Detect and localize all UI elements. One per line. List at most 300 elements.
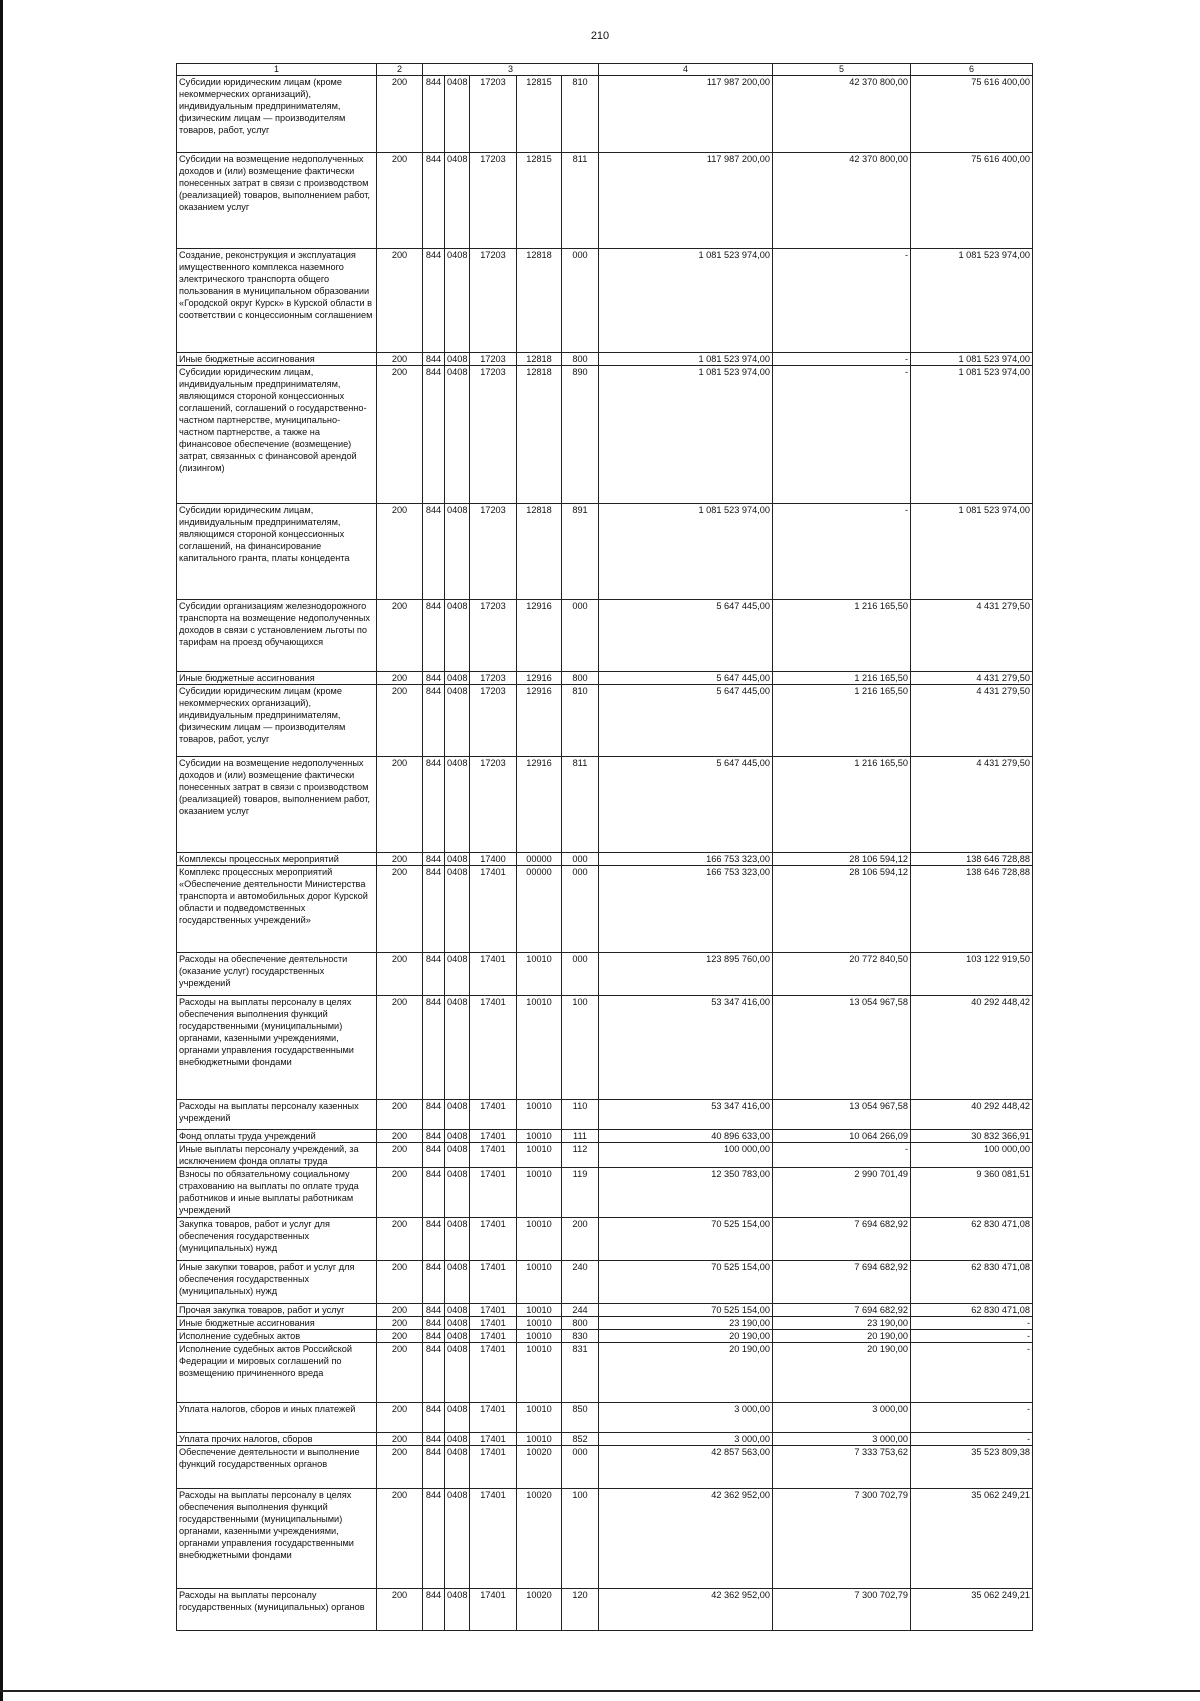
row-value-5: 42 370 800,00 (773, 153, 911, 249)
row-name: Субсидии юридическим лицам (кроме некоммерческих организаций), индивидуальным предпринимателям, физическим лицам — производителям товаров, работ, услуг (177, 76, 377, 153)
row-value-6: 75 616 400,00 (911, 76, 1033, 153)
row-code-3: 17401 (470, 1261, 517, 1304)
row-value-5: 3 000,00 (773, 1433, 911, 1446)
row-value-6: 40 292 448,42 (911, 1100, 1033, 1130)
row-code-5: 811 (562, 153, 599, 249)
row-code-2: 0408 (445, 1433, 470, 1446)
row-code-2: 0408 (445, 1130, 470, 1143)
row-value-4: 117 987 200,00 (599, 76, 773, 153)
row-value-6: 4 431 279,50 (911, 672, 1033, 685)
row-value-4: 1 081 523 974,00 (599, 366, 773, 504)
row-code-1: 844 (423, 1489, 445, 1589)
row-col2: 200 (377, 996, 423, 1100)
row-code-5: 000 (562, 866, 599, 953)
row-col2: 200 (377, 1168, 423, 1218)
row-code-1: 844 (423, 1218, 445, 1261)
row-col2: 200 (377, 1343, 423, 1403)
row-value-4: 1 081 523 974,00 (599, 504, 773, 600)
row-code-4: 10020 (517, 1446, 562, 1489)
row-code-3: 17203 (470, 600, 517, 672)
row-code-3: 17401 (470, 1130, 517, 1143)
row-value-4: 70 525 154,00 (599, 1261, 773, 1304)
table-row (177, 1446, 1033, 1489)
row-code-5: 244 (562, 1304, 599, 1317)
row-value-4: 70 525 154,00 (599, 1218, 773, 1261)
row-name: Исполнение судебных актов Российской Федерации и мировых соглашений по возмещению причиненного вреда (177, 1343, 377, 1403)
row-code-5: 891 (562, 504, 599, 600)
row-name: Взносы по обязательному социальному страхованию на выплаты по оплате труда работников и иные выплаты работникам учреждений (177, 1168, 377, 1218)
scan-bottom-edge (0, 1690, 1200, 1692)
row-code-4: 10020 (517, 1489, 562, 1589)
row-code-4: 12818 (517, 353, 562, 366)
row-code-2: 0408 (445, 1446, 470, 1489)
row-value-4: 166 753 323,00 (599, 853, 773, 866)
row-value-5: 20 190,00 (773, 1330, 911, 1343)
row-code-3: 17401 (470, 1403, 517, 1433)
row-value-4: 53 347 416,00 (599, 996, 773, 1100)
row-value-5: 20 772 840,50 (773, 953, 911, 996)
row-value-4: 100 000,00 (599, 1143, 773, 1168)
col-header-2: 2 (377, 64, 423, 76)
row-value-4: 5 647 445,00 (599, 600, 773, 672)
row-col2: 200 (377, 249, 423, 353)
row-code-1: 844 (423, 1130, 445, 1143)
row-value-5: 7 300 702,79 (773, 1489, 911, 1589)
row-code-3: 17401 (470, 866, 517, 953)
row-code-2: 0408 (445, 672, 470, 685)
row-value-5: - (773, 353, 911, 366)
table-row (177, 249, 1033, 353)
row-value-4: 23 190,00 (599, 1317, 773, 1330)
row-name: Обеспечение деятельности и выполнение функций государственных органов (177, 1446, 377, 1489)
row-value-4: 117 987 200,00 (599, 153, 773, 249)
row-code-5: 000 (562, 249, 599, 353)
row-code-1: 844 (423, 866, 445, 953)
row-value-5: 1 216 165,50 (773, 685, 911, 757)
row-value-4: 5 647 445,00 (599, 757, 773, 853)
row-value-6: 30 832 366,91 (911, 1130, 1033, 1143)
row-value-6: 75 616 400,00 (911, 153, 1033, 249)
row-value-5: 3 000,00 (773, 1403, 911, 1433)
row-code-4: 10010 (517, 1261, 562, 1304)
row-col2: 200 (377, 153, 423, 249)
row-value-5: - (773, 366, 911, 504)
table-row (177, 1317, 1033, 1330)
table-row (177, 757, 1033, 853)
row-code-1: 844 (423, 996, 445, 1100)
row-code-4: 10010 (517, 1130, 562, 1143)
row-name: Субсидии юридическим лицам, индивидуальным предпринимателям, являющимся стороной концессионных соглашений, на финансирование капитального гранта, платы концедента (177, 504, 377, 600)
row-code-2: 0408 (445, 353, 470, 366)
row-value-6: 138 646 728,88 (911, 866, 1033, 953)
row-code-1: 844 (423, 153, 445, 249)
row-value-6: 62 830 471,08 (911, 1261, 1033, 1304)
row-value-5: 1 216 165,50 (773, 600, 911, 672)
row-code-5: 890 (562, 366, 599, 504)
row-code-4: 10010 (517, 1343, 562, 1403)
row-code-5: 100 (562, 996, 599, 1100)
row-code-5: 000 (562, 600, 599, 672)
row-value-6: 103 122 919,50 (911, 953, 1033, 996)
row-code-2: 0408 (445, 757, 470, 853)
table-row (177, 996, 1033, 1100)
row-col2: 200 (377, 366, 423, 504)
row-code-4: 10020 (517, 1589, 562, 1631)
row-col2: 200 (377, 76, 423, 153)
row-code-4: 10010 (517, 953, 562, 996)
row-col2: 200 (377, 353, 423, 366)
row-name: Уплата прочих налогов, сборов (177, 1433, 377, 1446)
row-code-1: 844 (423, 1433, 445, 1446)
row-value-4: 12 350 783,00 (599, 1168, 773, 1218)
row-name: Субсидии юридическим лицам (кроме некоммерческих организаций), индивидуальным предпринимателям, физическим лицам — производителям товаров, работ, услуг (177, 685, 377, 757)
row-value-4: 40 896 633,00 (599, 1130, 773, 1143)
row-code-5: 811 (562, 757, 599, 853)
row-value-4: 5 647 445,00 (599, 685, 773, 757)
row-code-1: 844 (423, 757, 445, 853)
table-row (177, 76, 1033, 153)
row-name: Расходы на выплаты персоналу в целях обеспечения выполнения функций государственными (муниципальными) органами, казенными учреждениями, органами управления государственными внебюджетными фондами (177, 996, 377, 1100)
row-code-3: 17401 (470, 1317, 517, 1330)
row-value-6: - (911, 1403, 1033, 1433)
row-code-4: 00000 (517, 866, 562, 953)
col-header-6: 6 (911, 64, 1033, 76)
row-code-2: 0408 (445, 249, 470, 353)
row-code-4: 10010 (517, 1100, 562, 1130)
row-code-2: 0408 (445, 504, 470, 600)
row-code-1: 844 (423, 1330, 445, 1343)
table-body (177, 76, 1033, 1631)
row-code-4: 12916 (517, 685, 562, 757)
row-code-3: 17401 (470, 1143, 517, 1168)
table-row (177, 1261, 1033, 1304)
table-row (177, 672, 1033, 685)
row-name: Комплексы процессных мероприятий (177, 853, 377, 866)
row-code-2: 0408 (445, 1261, 470, 1304)
row-value-5: 28 106 594,12 (773, 866, 911, 953)
row-code-4: 00000 (517, 853, 562, 866)
row-col2: 200 (377, 685, 423, 757)
row-code-2: 0408 (445, 153, 470, 249)
row-value-6: 1 081 523 974,00 (911, 249, 1033, 353)
row-value-6: - (911, 1343, 1033, 1403)
table-row (177, 1218, 1033, 1261)
row-code-5: 120 (562, 1589, 599, 1631)
row-code-4: 12916 (517, 757, 562, 853)
row-value-6: 35 523 809,38 (911, 1446, 1033, 1489)
row-code-2: 0408 (445, 853, 470, 866)
row-value-6: 35 062 249,21 (911, 1489, 1033, 1589)
row-value-4: 42 362 952,00 (599, 1589, 773, 1631)
row-value-5: 7 300 702,79 (773, 1589, 911, 1631)
row-value-6: 62 830 471,08 (911, 1304, 1033, 1317)
row-code-3: 17401 (470, 1100, 517, 1130)
row-code-2: 0408 (445, 76, 470, 153)
row-code-1: 844 (423, 1168, 445, 1218)
row-code-5: 119 (562, 1168, 599, 1218)
row-name: Субсидии организациям железнодорожного транспорта на возмещение недополученных доходов в связи с установлением льготы по тарифам на проезд обучающихся (177, 600, 377, 672)
row-name: Иные выплаты персоналу учреждений, за исключением фонда оплаты труда (177, 1143, 377, 1168)
row-col2: 200 (377, 1403, 423, 1433)
row-value-5: 7 694 682,92 (773, 1261, 911, 1304)
row-code-5: 850 (562, 1403, 599, 1433)
table-row (177, 1143, 1033, 1168)
row-code-2: 0408 (445, 366, 470, 504)
row-code-3: 17401 (470, 1218, 517, 1261)
row-value-6: 62 830 471,08 (911, 1218, 1033, 1261)
row-code-2: 0408 (445, 1330, 470, 1343)
row-code-3: 17401 (470, 1168, 517, 1218)
row-value-5: 28 106 594,12 (773, 853, 911, 866)
row-code-3: 17401 (470, 1304, 517, 1317)
row-value-6: 100 000,00 (911, 1143, 1033, 1168)
row-code-3: 17203 (470, 76, 517, 153)
row-code-1: 844 (423, 1589, 445, 1631)
table-row (177, 1489, 1033, 1589)
row-value-5: 2 990 701,49 (773, 1168, 911, 1218)
row-code-5: 810 (562, 76, 599, 153)
row-code-5: 810 (562, 685, 599, 757)
row-code-1: 844 (423, 600, 445, 672)
row-value-4: 1 081 523 974,00 (599, 353, 773, 366)
row-value-6: 1 081 523 974,00 (911, 366, 1033, 504)
row-col2: 200 (377, 600, 423, 672)
row-code-1: 844 (423, 953, 445, 996)
row-value-4: 53 347 416,00 (599, 1100, 773, 1130)
table-row (177, 504, 1033, 600)
row-code-1: 844 (423, 1446, 445, 1489)
row-code-2: 0408 (445, 1489, 470, 1589)
row-code-3: 17203 (470, 504, 517, 600)
row-code-5: 800 (562, 672, 599, 685)
row-code-5: 830 (562, 1330, 599, 1343)
row-value-5: 7 333 753,62 (773, 1446, 911, 1489)
row-code-2: 0408 (445, 600, 470, 672)
row-value-6: - (911, 1433, 1033, 1446)
row-code-5: 111 (562, 1130, 599, 1143)
row-col2: 200 (377, 953, 423, 996)
row-value-6: 1 081 523 974,00 (911, 353, 1033, 366)
row-col2: 200 (377, 1218, 423, 1261)
row-code-3: 17401 (470, 1330, 517, 1343)
row-value-5: - (773, 249, 911, 353)
row-code-4: 10010 (517, 996, 562, 1100)
row-code-4: 12818 (517, 366, 562, 504)
row-code-3: 17401 (470, 1446, 517, 1489)
row-value-6: 9 360 081,51 (911, 1168, 1033, 1218)
table-row (177, 153, 1033, 249)
table-row (177, 1589, 1033, 1631)
table-row (177, 366, 1033, 504)
row-code-4: 10010 (517, 1433, 562, 1446)
row-code-3: 17401 (470, 1489, 517, 1589)
row-name: Создание, реконструкция и эксплуатация имущественного комплекса наземного электрического транспорта общего пользования в муниципальном образовании «Городской округ Курск» в Курской области в соответствии с концессионным соглашением (177, 249, 377, 353)
row-code-4: 12916 (517, 600, 562, 672)
row-code-1: 844 (423, 853, 445, 866)
row-value-4: 3 000,00 (599, 1403, 773, 1433)
row-code-3: 17401 (470, 996, 517, 1100)
row-value-5: 13 054 967,58 (773, 1100, 911, 1130)
row-code-3: 17401 (470, 1589, 517, 1631)
row-code-1: 844 (423, 1317, 445, 1330)
row-name: Иные бюджетные ассигнования (177, 672, 377, 685)
col-header-1: 1 (177, 64, 377, 76)
row-code-5: 000 (562, 853, 599, 866)
row-code-1: 844 (423, 672, 445, 685)
row-code-1: 844 (423, 1261, 445, 1304)
row-code-3: 17401 (470, 1343, 517, 1403)
row-code-5: 831 (562, 1343, 599, 1403)
row-col2: 200 (377, 1130, 423, 1143)
row-col2: 200 (377, 853, 423, 866)
row-code-3: 17203 (470, 366, 517, 504)
row-code-4: 10010 (517, 1317, 562, 1330)
col-header-5: 5 (773, 64, 911, 76)
row-value-5: 7 694 682,92 (773, 1218, 911, 1261)
row-value-5: 42 370 800,00 (773, 76, 911, 153)
row-code-1: 844 (423, 504, 445, 600)
row-col2: 200 (377, 1143, 423, 1168)
row-code-2: 0408 (445, 953, 470, 996)
row-code-5: 800 (562, 1317, 599, 1330)
row-col2: 200 (377, 1261, 423, 1304)
row-code-3: 17203 (470, 153, 517, 249)
table-row (177, 685, 1033, 757)
table-row (177, 953, 1033, 996)
row-code-4: 10010 (517, 1168, 562, 1218)
row-value-5: 1 216 165,50 (773, 757, 911, 853)
row-code-2: 0408 (445, 1403, 470, 1433)
row-code-4: 10010 (517, 1218, 562, 1261)
row-code-5: 852 (562, 1433, 599, 1446)
table-row (177, 1330, 1033, 1343)
row-value-5: 13 054 967,58 (773, 996, 911, 1100)
row-name: Расходы на обеспечение деятельности (оказание услуг) государственных учреждений (177, 953, 377, 996)
row-value-6: 4 431 279,50 (911, 685, 1033, 757)
row-name: Комплекс процессных мероприятий «Обеспечение деятельности Министерства транспорта и автомобильных дорог Курской области и подведомственных государственных учреждений» (177, 866, 377, 953)
row-col2: 200 (377, 504, 423, 600)
row-code-4: 10010 (517, 1403, 562, 1433)
row-value-5: - (773, 1143, 911, 1168)
row-code-4: 10010 (517, 1304, 562, 1317)
row-code-5: 800 (562, 353, 599, 366)
row-code-5: 000 (562, 953, 599, 996)
row-code-1: 844 (423, 1143, 445, 1168)
row-col2: 200 (377, 1100, 423, 1130)
row-name: Иные бюджетные ассигнования (177, 353, 377, 366)
row-code-1: 844 (423, 1403, 445, 1433)
row-value-4: 42 362 952,00 (599, 1489, 773, 1589)
row-value-4: 42 857 563,00 (599, 1446, 773, 1489)
row-name: Фонд оплаты труда учреждений (177, 1130, 377, 1143)
row-code-2: 0408 (445, 1317, 470, 1330)
row-col2: 200 (377, 1589, 423, 1631)
row-code-1: 844 (423, 1343, 445, 1403)
table-row (177, 1130, 1033, 1143)
row-code-4: 12916 (517, 672, 562, 685)
row-value-6: 35 062 249,21 (911, 1589, 1033, 1631)
row-name: Уплата налогов, сборов и иных платежей (177, 1403, 377, 1433)
table-row (177, 1168, 1033, 1218)
row-code-2: 0408 (445, 1168, 470, 1218)
row-code-2: 0408 (445, 1589, 470, 1631)
row-code-3: 17203 (470, 757, 517, 853)
table-row (177, 1403, 1033, 1433)
header-row (177, 64, 1033, 76)
row-code-4: 10010 (517, 1143, 562, 1168)
row-name: Прочая закупка товаров, работ и услуг (177, 1304, 377, 1317)
row-code-2: 0408 (445, 1343, 470, 1403)
table-row (177, 853, 1033, 866)
row-code-4: 12815 (517, 76, 562, 153)
table-row (177, 866, 1033, 953)
scan-left-edge (0, 0, 3, 1701)
row-value-5: 23 190,00 (773, 1317, 911, 1330)
row-value-4: 20 190,00 (599, 1330, 773, 1343)
row-value-4: 1 081 523 974,00 (599, 249, 773, 353)
row-code-4: 12818 (517, 249, 562, 353)
table-row (177, 600, 1033, 672)
row-value-4: 70 525 154,00 (599, 1304, 773, 1317)
row-col2: 200 (377, 1433, 423, 1446)
row-col2: 200 (377, 1330, 423, 1343)
row-code-2: 0408 (445, 1304, 470, 1317)
row-code-4: 10010 (517, 1330, 562, 1343)
row-code-5: 000 (562, 1446, 599, 1489)
row-value-6: 138 646 728,88 (911, 853, 1033, 866)
row-col2: 200 (377, 1304, 423, 1317)
row-code-4: 12818 (517, 504, 562, 600)
row-value-4: 20 190,00 (599, 1343, 773, 1403)
row-code-1: 844 (423, 249, 445, 353)
table-row (177, 353, 1033, 366)
row-value-6: 4 431 279,50 (911, 600, 1033, 672)
row-code-2: 0408 (445, 685, 470, 757)
row-value-6: 4 431 279,50 (911, 757, 1033, 853)
row-code-1: 844 (423, 76, 445, 153)
row-code-2: 0408 (445, 866, 470, 953)
row-name: Субсидии на возмещение недополученных доходов и (или) возмещение фактически понесенных затрат в связи с производством (реализацией) товаров, выполнением работ, оказанием услуг (177, 153, 377, 249)
row-col2: 200 (377, 672, 423, 685)
row-code-5: 110 (562, 1100, 599, 1130)
row-name: Закупка товаров, работ и услуг для обеспечения государственных (муниципальных) нужд (177, 1218, 377, 1261)
table-row (177, 1343, 1033, 1403)
row-col2: 200 (377, 1317, 423, 1330)
row-code-2: 0408 (445, 996, 470, 1100)
row-value-6: - (911, 1330, 1033, 1343)
row-code-3: 17401 (470, 1433, 517, 1446)
row-code-5: 100 (562, 1489, 599, 1589)
row-value-5: 20 190,00 (773, 1343, 911, 1403)
page-number: 210 (590, 30, 610, 42)
row-code-1: 844 (423, 353, 445, 366)
row-col2: 200 (377, 757, 423, 853)
row-value-5: 1 216 165,50 (773, 672, 911, 685)
budget-table (176, 63, 1033, 1631)
row-code-2: 0408 (445, 1143, 470, 1168)
row-code-3: 17203 (470, 249, 517, 353)
table-row (177, 1304, 1033, 1317)
row-name: Исполнение судебных актов (177, 1330, 377, 1343)
row-name: Расходы на выплаты персоналу казенных учреждений (177, 1100, 377, 1130)
row-code-5: 240 (562, 1261, 599, 1304)
table-row (177, 1433, 1033, 1446)
row-code-5: 200 (562, 1218, 599, 1261)
row-code-1: 844 (423, 1304, 445, 1317)
row-code-3: 17401 (470, 953, 517, 996)
row-name: Иные закупки товаров, работ и услуг для обеспечения государственных (муниципальных) нужд (177, 1261, 377, 1304)
row-value-6: 40 292 448,42 (911, 996, 1033, 1100)
